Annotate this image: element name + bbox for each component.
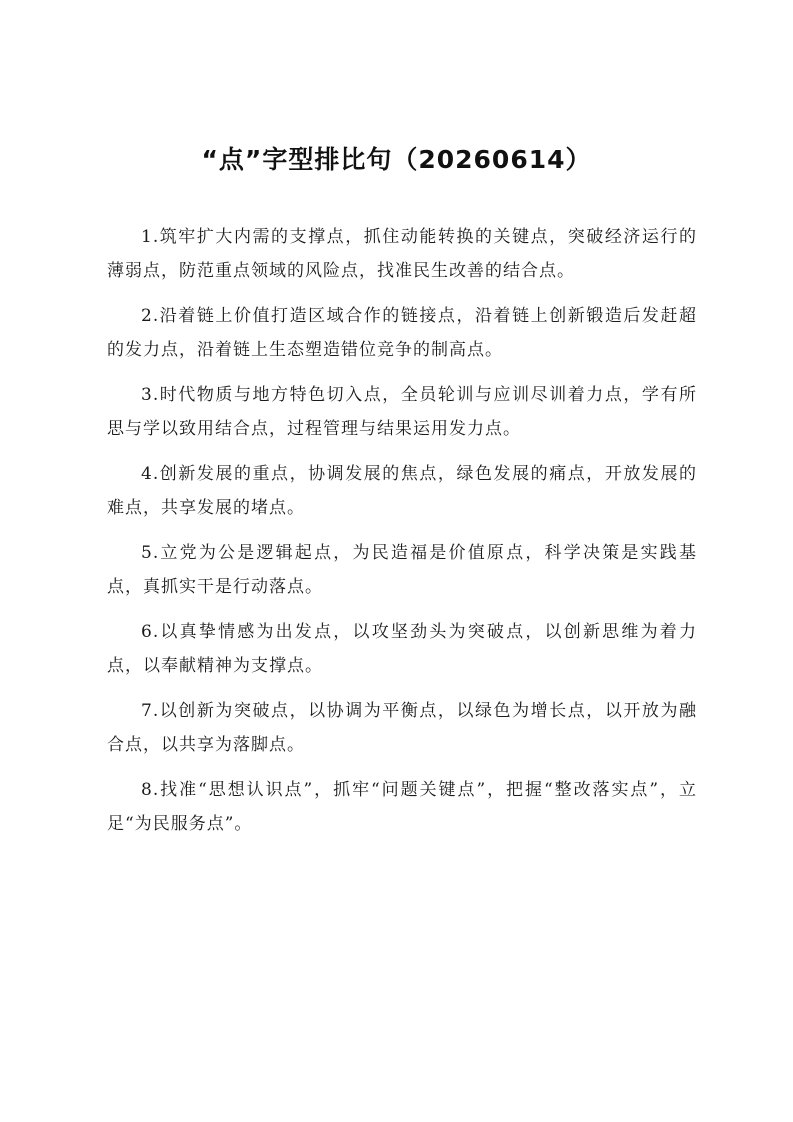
paragraph-4: 4.创新发展的重点，协调发展的焦点，绿色发展的痛点，开放发展的难点，共享发展的堵点。 — [107, 464, 697, 518]
paragraph-3: 3.时代物质与地方特色切入点，全员轮训与应训尽训着力点，学有所思与学以致用结合点，过程管理与结果运用发力点。 — [107, 385, 697, 439]
paragraph-5: 5.立党为公是逻辑起点，为民造福是价值原点，科学决策是实践基点，真抓实干是行动落点。 — [107, 543, 697, 597]
paragraph-2: 2.沿着链上价值打造区域合作的链接点，沿着链上创新锻造后发赶超的发力点，沿着链上生态塑造错位竞争的制高点。 — [107, 306, 697, 360]
paragraph-1: 1.筑牢扩大内需的支撑点，抓住动能转换的关键点，突破经济运行的薄弱点，防范重点领域的风险点，找准民生改善的结合点。 — [107, 227, 697, 281]
document-body — [107, 220, 697, 852]
document-title: “点”字型排比句（20260614） — [201, 145, 592, 174]
paragraph-7: 7.以创新为突破点，以协调为平衡点，以绿色为增长点，以开放为融合点，以共享为落脚点。 — [107, 701, 697, 755]
paragraph-8: 8.找准“思想认识点”，抓牢“问题关键点”，把握“整改落实点”，立足“为民服务点”。 — [107, 780, 697, 834]
paragraph-6: 6.以真挚情感为出发点，以攻坚劲头为突破点，以创新思维为着力点，以奉献精神为支撑点。 — [107, 622, 697, 676]
